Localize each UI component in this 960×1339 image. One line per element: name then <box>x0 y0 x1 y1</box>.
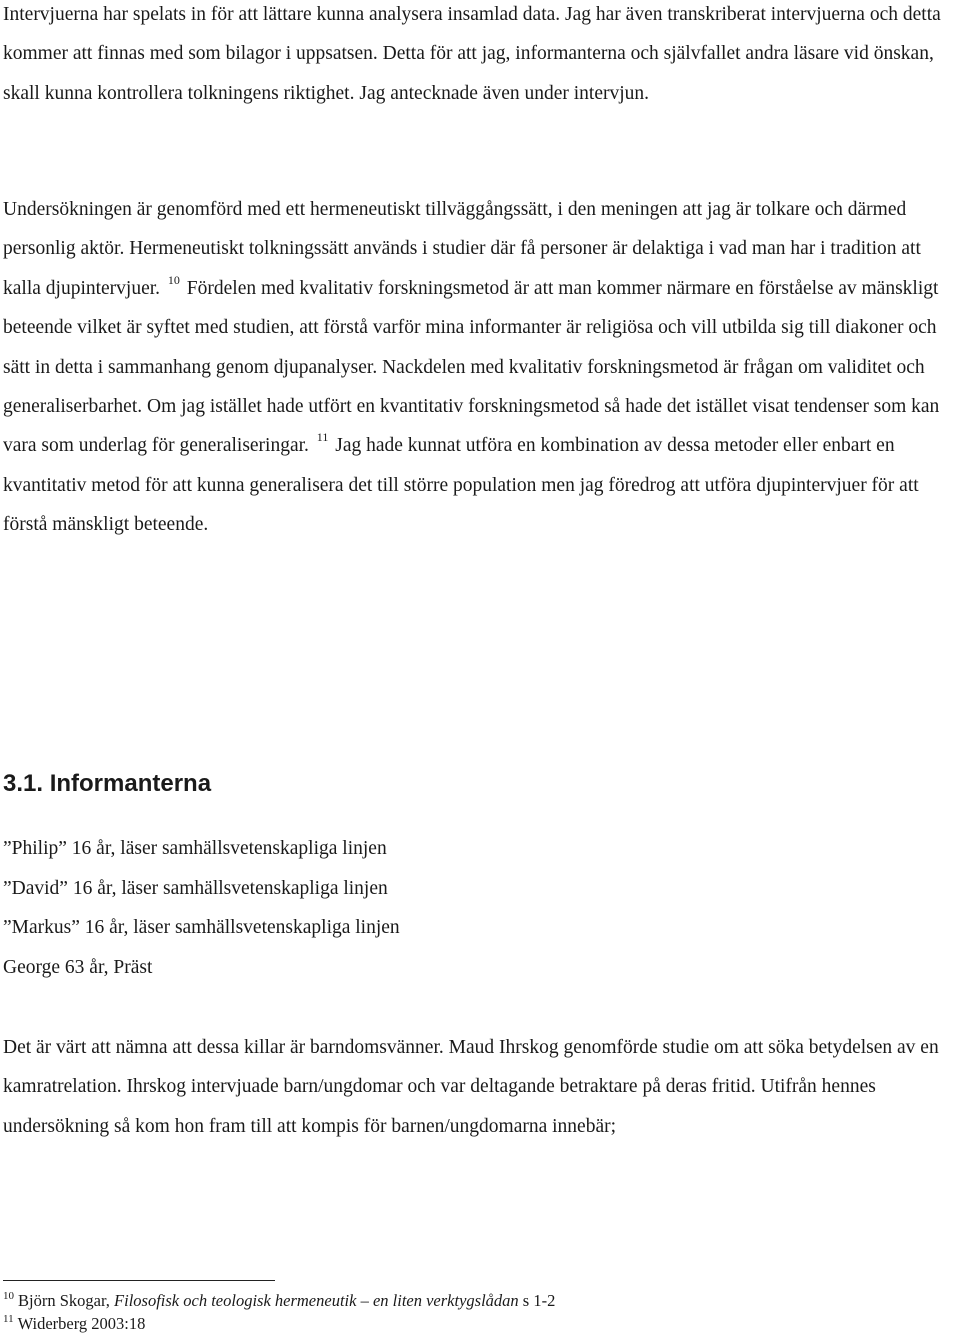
informant-item: ”Philip” 16 år, läser samhällsvetenskapliga linjen <box>3 838 387 859</box>
footnote-number: 10 <box>3 1290 14 1302</box>
footnote-author: Björn Skogar, <box>18 1291 115 1310</box>
paragraph-recording: Intervjuerna har spelats in för att lättare kunna analysera insamlad data. Jag har även transkriberat intervjuerna och detta kommer att finnas med som bilagor i uppsatsen. Detta för att jag, informanterna och självfallet andra läsare vid önskan, skall kunna kontrollera tolkningens riktighet. Jag antecknade även under intervjun. <box>3 4 941 104</box>
paragraph-method <box>3 190 953 545</box>
paragraph-method-part3: Jag hade kunnat utföra en kombination av dessa metoder eller enbart en kvantitativ metod för att kunna generalisera det till större population men jag föredrog att utföra djupintervjuer för att förstå mänskligt beteende. <box>3 435 919 536</box>
paragraph-method-part2: Fördelen med kvalitativ forskningsmetod är att man kommer närmare en förståelse av mänskligt beteende vilket är syftet med studien, att förstå varför mina informanter är religiösa och vill utbilda sig till diakoner och sätt in detta i sammanhang genom djupanalyser. Nackdelen med kvalitativ forskningsmetod är frågan om validitet och generaliserbarhet. Om jag istället hade utfört en kvantitativ forskningsmetod så hade det istället visat tendenser som kan vara som underlag för generaliseringar. <box>3 277 940 457</box>
footnote-text: Widerberg 2003:18 <box>17 1313 146 1333</box>
paragraph-method-part1: Undersökningen är genomförd med ett hermeneutiskt tillväggångssätt, i den meningen att jag är tolkare och därmed personlig aktör. Hermeneutiskt tolkningssätt används i studier där få personer är delaktiga i vad man har i tradition att kalla djupintervjuer. <box>3 199 921 299</box>
footnote-11 <box>3 1313 953 1336</box>
informant-item: George 63 år, Präst <box>3 956 153 978</box>
footnote-ref-10: 10 <box>167 272 180 287</box>
informant-list <box>3 829 953 987</box>
footnote-title: Filosofisk och teologisk hermeneutik – en liten verktygslådan <box>114 1291 519 1310</box>
footnote-10 <box>3 1290 953 1313</box>
footnote-ref-11: 11 <box>316 430 329 445</box>
section-heading: 3.1. Informanterna <box>3 770 212 797</box>
informant-item: ”Markus” 16 år, läser samhällsvetenskapliga linjen <box>3 917 400 938</box>
paragraph-friendship: Det är värt att nämna att dessa killar är barndomsvänner. Maud Ihrskog genomförde studie om att söka betydelsen av en kamratrelation. Ihrskog intervjuade barn/ungdomar och var deltagande betraktare på deras fritid. Utifrån hennes undersökning så kom hon fram till att kompis för barnen/ungdomarna innebär; <box>3 1037 939 1137</box>
footnote-divider <box>3 1280 275 1281</box>
footnotes <box>3 1290 953 1335</box>
footnote-number: 11 <box>3 1312 14 1325</box>
informant-item: ”David” 16 år, läser samhällsvetenskapliga linjen <box>3 877 388 899</box>
footnote-pages: s 1-2 <box>518 1291 556 1310</box>
